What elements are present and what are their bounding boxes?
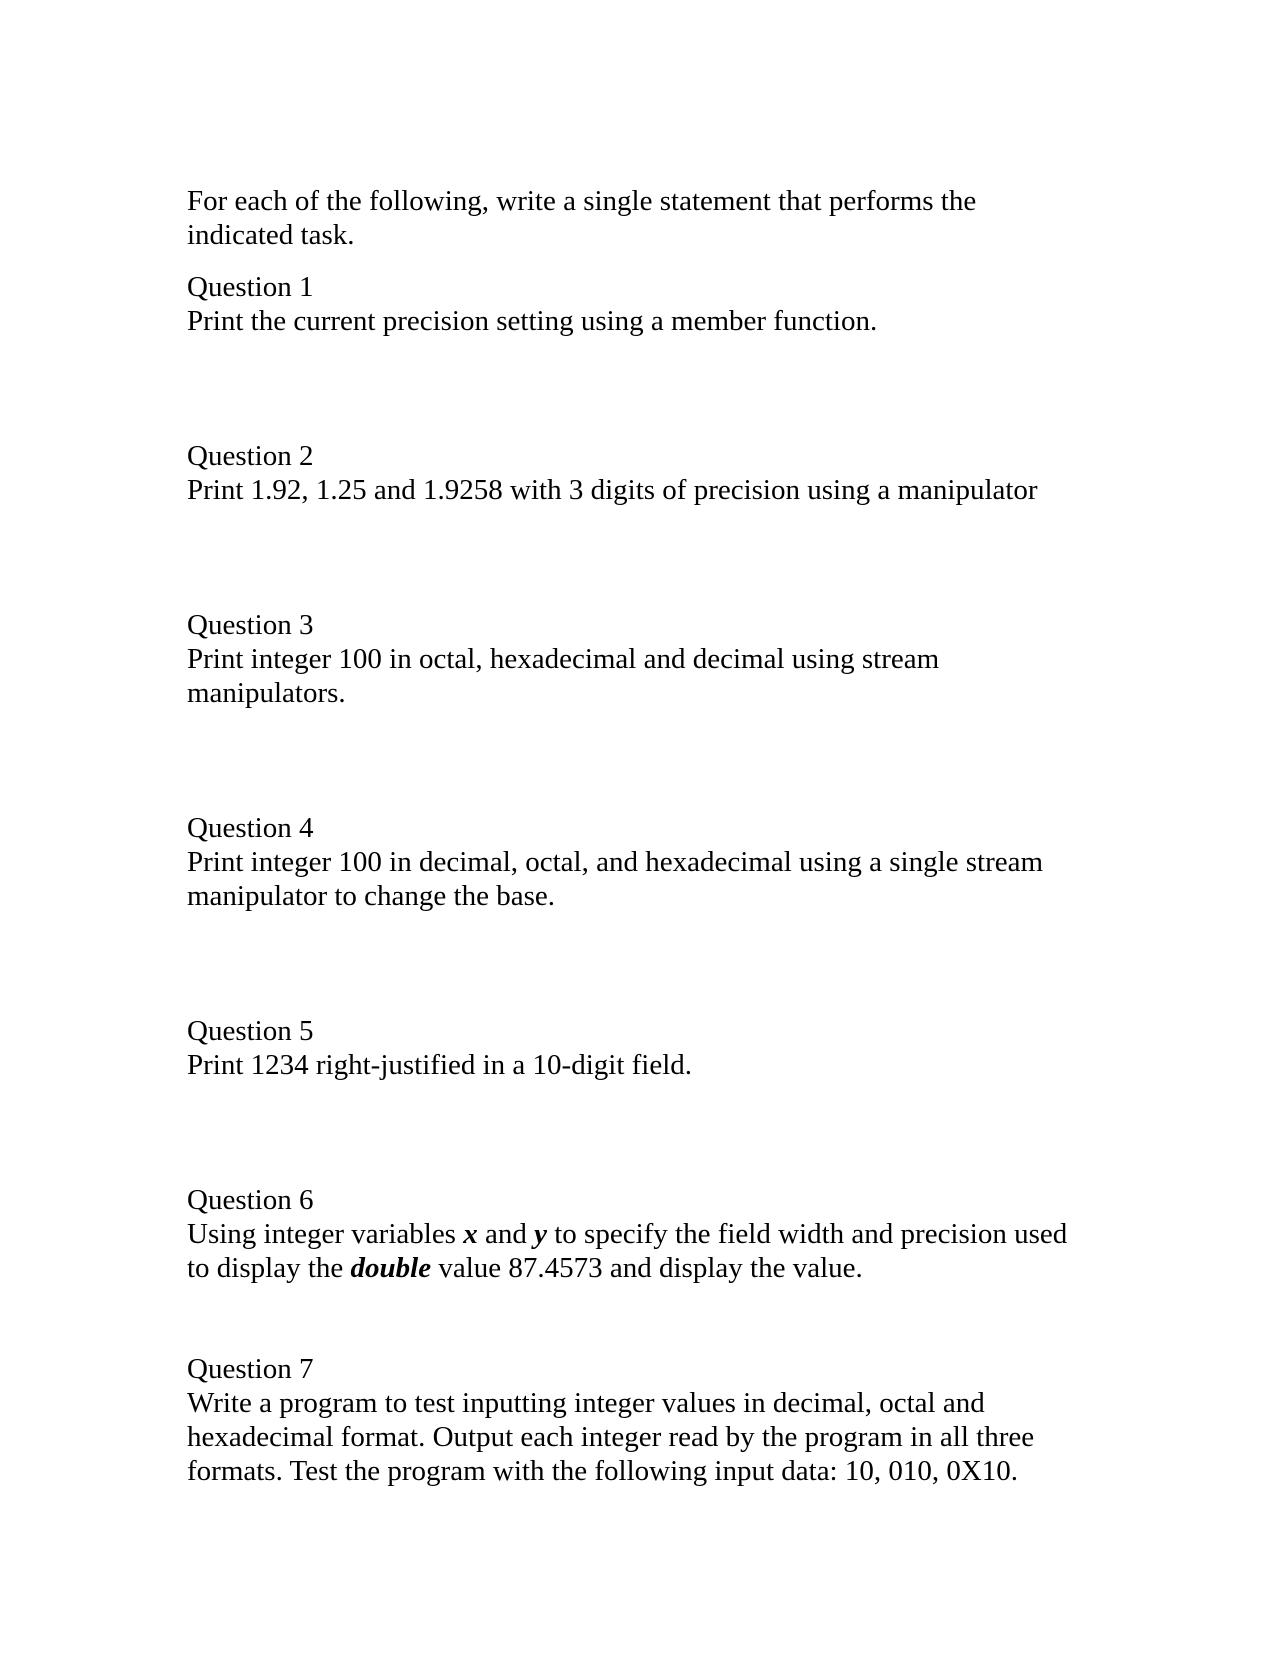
question-2: [187, 439, 1087, 507]
question-6-text: [187, 1217, 1087, 1285]
question-4-title: Question 4: [187, 812, 314, 844]
question-7-text: Write a program to test inputting integer values in decimal, octal and hexadecimal format. Output each integer read by the program in all three formats. Test the program with the following input data: 10, 010, 0X10.: [187, 1387, 1035, 1487]
type-double: double: [350, 1252, 432, 1284]
intro-paragraph: [187, 184, 1087, 252]
question-6-text-part2: and: [477, 1218, 535, 1250]
intro-text: For each of the following, write a single statement that performs the indicated task.: [187, 185, 977, 251]
question-1: [187, 270, 1087, 338]
question-5-title: Question 5: [187, 1015, 314, 1047]
question-6-text-part3: to specify the field width and precision used to display the: [187, 1218, 1068, 1284]
variable-x: x: [463, 1218, 478, 1250]
question-3-text: Print integer 100 in octal, hexadecimal and decimal using stream manipulators.: [187, 643, 940, 709]
question-6-text-part1: Using integer variables: [187, 1218, 464, 1250]
question-5: [187, 1014, 1087, 1082]
question-3-title: Question 3: [187, 609, 314, 641]
question-1-text: Print the current precision setting using a member function.: [187, 305, 878, 337]
question-2-title: Question 2: [187, 440, 314, 472]
question-4: [187, 811, 1087, 913]
question-3: [187, 608, 1087, 710]
question-7: [187, 1352, 1087, 1488]
question-5-text: Print 1234 right-justified in a 10-digit field.: [187, 1049, 693, 1081]
variable-y: y: [534, 1218, 547, 1250]
question-1-title: Question 1: [187, 271, 314, 303]
question-6: [187, 1183, 1087, 1285]
question-6-title: Question 6: [187, 1184, 314, 1216]
question-7-title: Question 7: [187, 1353, 314, 1385]
question-2-text: Print 1.92, 1.25 and 1.9258 with 3 digits of precision using a manipulator: [187, 474, 1038, 506]
question-4-text: Print integer 100 in decimal, octal, and hexadecimal using a single stream manipulator to change the base.: [187, 846, 1044, 912]
question-6-text-part4: value 87.4573 and display the value.: [431, 1252, 863, 1284]
